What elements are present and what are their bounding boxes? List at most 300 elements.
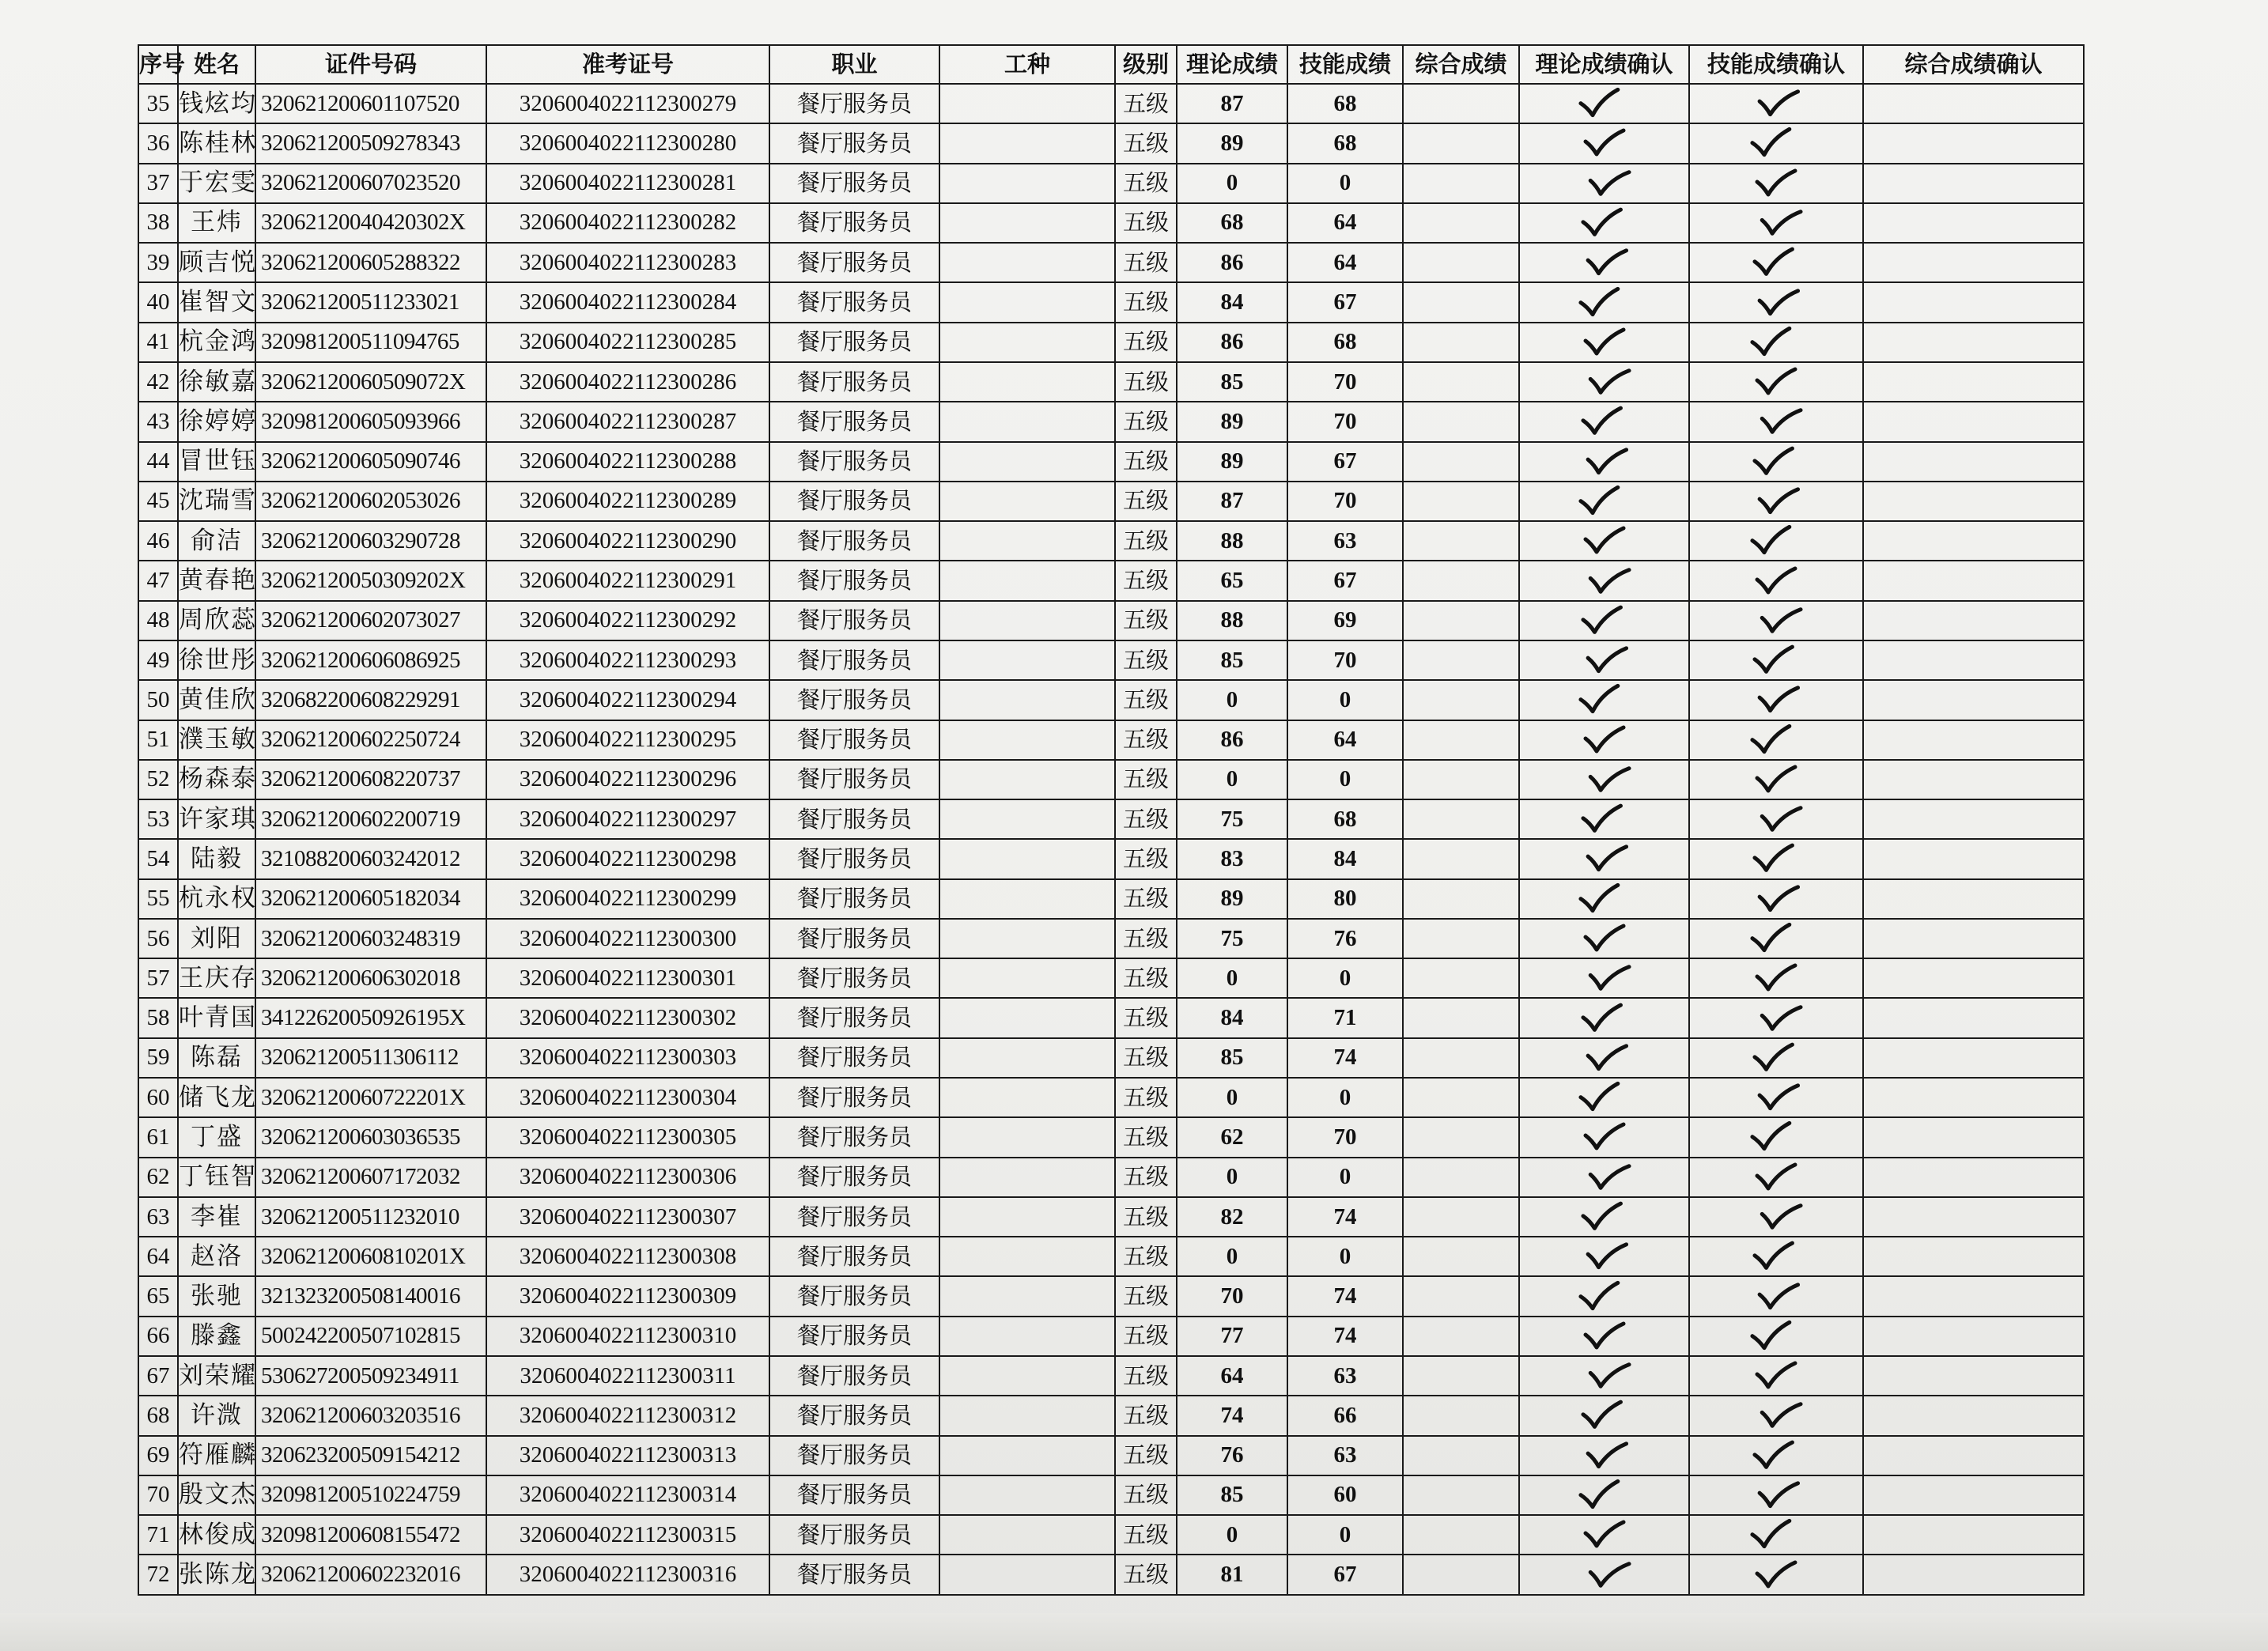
row-name: 刘阳 [178,919,255,958]
row-level: 五级 [1115,1475,1177,1515]
row-seq: 40 [138,282,178,322]
row-work-type [939,442,1115,482]
row-theory-confirm [1519,1356,1689,1396]
row-name: 杭金鸿 [178,323,255,362]
table-row [138,919,2084,958]
row-id-number: 320621200603290728 [255,521,486,561]
row-skill-score: 63 [1287,1356,1403,1396]
row-total-score [1403,1197,1519,1237]
row-theory-score: 89 [1177,402,1287,441]
check-mark-icon [1586,1358,1632,1393]
check-mark-icon [1579,803,1624,836]
row-skill-confirm [1689,799,1863,839]
score-table [138,44,2085,1596]
check-mark-icon [1748,1120,1795,1155]
row-seq: 60 [138,1078,178,1117]
row-occupation: 餐厅服务员 [769,1396,939,1435]
row-skill-score: 68 [1287,323,1403,362]
row-exam-number: 3206004022112300298 [486,839,769,878]
row-level: 五级 [1115,561,1177,600]
table-row [138,879,2084,919]
row-level: 五级 [1115,1038,1177,1078]
row-seq: 63 [138,1197,178,1237]
row-seq: 41 [138,323,178,362]
row-level: 五级 [1115,680,1177,720]
row-theory-confirm [1519,1475,1689,1515]
row-id-number: 320981200511094765 [255,323,486,362]
row-total-confirm [1863,561,2084,600]
row-total-confirm [1863,323,2084,362]
row-exam-number: 3206004022112300285 [486,323,769,362]
row-total-confirm [1863,799,2084,839]
row-total-confirm [1863,1515,2084,1555]
row-theory-confirm [1519,680,1689,720]
row-total-score [1403,1475,1519,1515]
row-theory-confirm [1519,799,1689,839]
row-name: 赵洛 [178,1237,255,1276]
row-name: 丁钰智 [178,1158,255,1197]
table-row [138,1475,2084,1515]
row-total-confirm [1863,958,2084,998]
row-level: 五级 [1115,1117,1177,1157]
table-row [138,1356,2084,1396]
row-name: 崔智文 [178,282,255,322]
row-occupation: 餐厅服务员 [769,1356,939,1396]
row-occupation: 餐厅服务员 [769,123,939,163]
row-exam-number: 3206004022112300312 [486,1396,769,1435]
check-mark-icon [1582,724,1627,756]
row-name: 黄春艳 [178,561,255,600]
row-skill-confirm [1689,720,1863,760]
table-row [138,203,2084,243]
row-theory-score: 85 [1177,1038,1287,1078]
row-total-confirm [1863,720,2084,760]
col-header-level: 级别 [1115,45,1177,84]
row-skill-score: 60 [1287,1475,1403,1515]
row-id-number: 320623200509154212 [255,1436,486,1475]
row-total-score [1403,1158,1519,1197]
row-theory-confirm [1519,164,1689,203]
check-mark-icon [1579,1002,1624,1035]
row-name: 殷文杰 [178,1475,255,1515]
paper-edge [0,1613,2268,1651]
row-theory-score: 0 [1177,1515,1287,1555]
row-name: 王庆存 [178,958,255,998]
row-theory-confirm [1519,203,1689,243]
row-skill-score: 0 [1287,164,1403,203]
row-work-type [939,1515,1115,1555]
row-exam-number: 3206004022112300284 [486,282,769,322]
col-header-occupation: 职业 [769,45,939,84]
row-occupation: 餐厅服务员 [769,84,939,123]
row-name: 于宏雯 [178,164,255,203]
col-header-total-score: 综合成绩 [1403,45,1519,84]
row-skill-confirm [1689,521,1863,561]
row-seq: 37 [138,164,178,203]
row-id-number: 320621200602200719 [255,799,486,839]
table-row [138,760,2084,799]
row-work-type [939,1396,1115,1435]
row-skill-score: 74 [1287,1197,1403,1237]
row-work-type [939,362,1115,402]
col-header-id-number: 证件号码 [255,45,486,84]
col-header-theory-score: 理论成绩 [1177,45,1287,84]
table-row [138,362,2084,402]
row-theory-confirm [1519,1237,1689,1276]
table-row [138,442,2084,482]
row-skill-score: 64 [1287,203,1403,243]
row-total-confirm [1863,839,2084,878]
row-skill-score: 70 [1287,1117,1403,1157]
table-row [138,1078,2084,1117]
row-level: 五级 [1115,1276,1177,1316]
row-total-confirm [1863,362,2084,402]
row-total-score [1403,1317,1519,1356]
row-level: 五级 [1115,839,1177,878]
row-skill-score: 71 [1287,998,1403,1037]
row-id-number: 320981200510224759 [255,1475,486,1515]
row-name: 陆毅 [178,839,255,878]
row-name: 符雁麟 [178,1436,255,1475]
row-id-number: 32062120060722201X [255,1078,486,1117]
row-exam-number: 3206004022112300316 [486,1555,769,1595]
row-name: 徐敏嘉 [178,362,255,402]
row-total-score [1403,680,1519,720]
row-theory-confirm [1519,1276,1689,1316]
row-exam-number: 3206004022112300304 [486,1078,769,1117]
row-exam-number: 3206004022112300299 [486,879,769,919]
row-theory-confirm [1519,1555,1689,1595]
table-row [138,1038,2084,1078]
row-level: 五级 [1115,1158,1177,1197]
row-total-confirm [1863,482,2084,521]
row-skill-score: 84 [1287,839,1403,878]
row-skill-score: 68 [1287,799,1403,839]
row-level: 五级 [1115,1436,1177,1475]
row-total-score [1403,839,1519,878]
row-id-number: 320621200602232016 [255,1555,486,1595]
check-mark-icon [1584,246,1629,279]
row-exam-number: 3206004022112300309 [486,1276,769,1316]
table-row [138,799,2084,839]
row-theory-score: 88 [1177,521,1287,561]
row-theory-score: 85 [1177,362,1287,402]
row-level: 五级 [1115,958,1177,998]
row-total-score [1403,323,1519,362]
row-total-confirm [1863,1276,2084,1316]
row-theory-score: 77 [1177,1317,1287,1356]
row-theory-score: 0 [1177,1237,1287,1276]
row-seq: 39 [138,243,178,282]
row-name: 张陈龙 [178,1555,255,1595]
row-occupation: 餐厅服务员 [769,839,939,878]
row-total-confirm [1863,123,2084,163]
row-skill-confirm [1689,1436,1863,1475]
row-seq: 36 [138,123,178,163]
row-work-type [939,720,1115,760]
row-exam-number: 3206004022112300294 [486,680,769,720]
row-id-number: 321088200603242012 [255,839,486,878]
check-mark-icon [1586,961,1632,996]
row-level: 五级 [1115,799,1177,839]
row-total-confirm [1863,640,2084,680]
row-total-score [1403,203,1519,243]
row-work-type [939,164,1115,203]
row-theory-confirm [1519,282,1689,322]
row-occupation: 餐厅服务员 [769,1237,939,1276]
table-row [138,601,2084,640]
row-total-score [1403,879,1519,919]
row-seq: 52 [138,760,178,799]
row-total-score [1403,799,1519,839]
row-seq: 35 [138,84,178,123]
table-row [138,402,2084,441]
row-theory-confirm [1519,442,1689,482]
row-skill-score: 69 [1287,601,1403,640]
row-seq: 49 [138,640,178,680]
row-work-type [939,1475,1115,1515]
row-theory-score: 84 [1177,998,1287,1037]
row-level: 五级 [1115,282,1177,322]
row-seq: 70 [138,1475,178,1515]
row-level: 五级 [1115,323,1177,362]
check-mark-icon [1579,604,1624,637]
check-mark-icon [1748,127,1795,161]
row-seq: 69 [138,1436,178,1475]
row-theory-confirm [1519,482,1689,521]
row-seq: 58 [138,998,178,1037]
table-row [138,1237,2084,1276]
check-mark-icon [1751,843,1796,876]
row-level: 五级 [1115,243,1177,282]
row-theory-confirm [1519,839,1689,878]
row-work-type [939,243,1115,282]
row-level: 五级 [1115,402,1177,441]
row-total-confirm [1863,84,2084,123]
row-theory-confirm [1519,123,1689,163]
row-skill-confirm [1689,1237,1863,1276]
row-skill-score: 67 [1287,282,1403,322]
row-occupation: 餐厅服务员 [769,482,939,521]
row-skill-score: 0 [1287,958,1403,998]
row-seq: 54 [138,839,178,878]
row-theory-score: 62 [1177,1117,1287,1157]
check-mark-icon [1756,1081,1801,1114]
row-level: 五级 [1115,442,1177,482]
row-skill-score: 70 [1287,640,1403,680]
row-theory-confirm [1519,601,1689,640]
row-total-score [1403,1038,1519,1078]
row-skill-confirm [1689,123,1863,163]
row-theory-score: 76 [1177,1436,1287,1475]
row-name: 王炜 [178,203,255,243]
row-total-score [1403,482,1519,521]
check-mark-icon [1756,87,1801,120]
row-total-score [1403,521,1519,561]
row-id-number: 320621200605288322 [255,243,486,282]
row-occupation: 餐厅服务员 [769,1475,939,1515]
row-total-score [1403,1356,1519,1396]
col-header-work-type: 工种 [939,45,1115,84]
row-occupation: 餐厅服务员 [769,998,939,1037]
row-occupation: 餐厅服务员 [769,402,939,441]
row-work-type [939,1237,1115,1276]
row-id-number: 320621200602073027 [255,601,486,640]
row-total-confirm [1863,1078,2084,1117]
row-theory-score: 85 [1177,640,1287,680]
row-name: 许溦 [178,1396,255,1435]
row-occupation: 餐厅服务员 [769,1197,939,1237]
row-seq: 64 [138,1237,178,1276]
row-level: 五级 [1115,123,1177,163]
row-theory-confirm [1519,1158,1689,1197]
row-occupation: 餐厅服务员 [769,203,939,243]
row-id-number: 320621200603248319 [255,919,486,958]
table-row [138,1515,2084,1555]
row-seq: 72 [138,1555,178,1595]
row-level: 五级 [1115,1555,1177,1595]
row-id-number: 32062120060509072X [255,362,486,402]
check-mark-icon [1579,405,1624,438]
row-occupation: 餐厅服务员 [769,1515,939,1555]
row-skill-confirm [1689,998,1863,1037]
row-occupation: 餐厅服务员 [769,1436,939,1475]
row-id-number: 320621200511306112 [255,1038,486,1078]
row-theory-confirm [1519,1436,1689,1475]
row-name: 储飞龙 [178,1078,255,1117]
row-total-score [1403,1117,1519,1157]
row-skill-score: 0 [1287,1158,1403,1197]
row-id-number: 530627200509234911 [255,1356,486,1396]
row-occupation: 餐厅服务员 [769,1555,939,1595]
check-mark-icon [1756,485,1801,518]
row-name: 顾吉悦 [178,243,255,282]
row-skill-score: 0 [1287,1237,1403,1276]
row-exam-number: 3206004022112300314 [486,1475,769,1515]
row-skill-score: 68 [1287,123,1403,163]
check-mark-icon [1586,1160,1632,1195]
row-name: 徐世彤 [178,640,255,680]
check-mark-icon [1751,1041,1796,1075]
row-theory-score: 75 [1177,919,1287,958]
row-total-score [1403,164,1519,203]
check-mark-icon [1576,682,1623,717]
row-skill-confirm [1689,362,1863,402]
check-mark-icon [1754,962,1798,994]
row-skill-score: 67 [1287,561,1403,600]
row-total-confirm [1863,1396,2084,1435]
col-header-theory-confirm: 理论成绩确认 [1519,45,1689,84]
table-row [138,123,2084,163]
row-theory-confirm [1519,84,1689,123]
row-skill-confirm [1689,561,1863,600]
check-mark-icon [1748,523,1795,558]
row-work-type [939,1555,1115,1595]
header-row [138,45,2084,84]
row-level: 五级 [1115,203,1177,243]
row-level: 五级 [1115,521,1177,561]
score-sheet [138,44,2083,1596]
row-seq: 65 [138,1276,178,1316]
row-level: 五级 [1115,482,1177,521]
row-name: 丁盛 [178,1117,255,1157]
table-row [138,680,2084,720]
row-work-type [939,839,1115,878]
row-occupation: 餐厅服务员 [769,1117,939,1157]
row-skill-confirm [1689,640,1863,680]
row-total-score [1403,640,1519,680]
row-seq: 71 [138,1515,178,1555]
row-work-type [939,482,1115,521]
row-total-confirm [1863,1436,2084,1475]
row-total-score [1403,1237,1519,1276]
row-id-number: 320621200605182034 [255,879,486,919]
row-exam-number: 3206004022112300290 [486,521,769,561]
row-exam-number: 3206004022112300311 [486,1356,769,1396]
row-total-score [1403,123,1519,163]
row-exam-number: 3206004022112300293 [486,640,769,680]
row-exam-number: 3206004022112300306 [486,1158,769,1197]
row-total-confirm [1863,1555,2084,1595]
row-theory-confirm [1519,760,1689,799]
table-row [138,1197,2084,1237]
row-id-number: 32062120060810201X [255,1237,486,1276]
row-id-number: 320621200606086925 [255,640,486,680]
check-mark-icon [1576,1080,1623,1115]
row-work-type [939,760,1115,799]
row-exam-number: 3206004022112300289 [486,482,769,521]
row-name: 刘荣耀 [178,1356,255,1396]
table-row [138,243,2084,282]
row-skill-confirm [1689,1515,1863,1555]
row-work-type [939,282,1115,322]
row-skill-score: 80 [1287,879,1403,919]
table-row [138,561,2084,600]
row-seq: 48 [138,601,178,640]
row-work-type [939,1317,1115,1356]
check-mark-icon [1579,1399,1624,1432]
row-occupation: 餐厅服务员 [769,561,939,600]
row-id-number: 32062120040420302X [255,203,486,243]
check-mark-icon [1754,1559,1798,1591]
row-level: 五级 [1115,362,1177,402]
row-total-confirm [1863,282,2084,322]
row-skill-score: 63 [1287,521,1403,561]
row-theory-confirm [1519,720,1689,760]
row-theory-confirm [1519,1515,1689,1555]
check-mark-icon [1586,762,1632,797]
row-work-type [939,919,1115,958]
row-level: 五级 [1115,919,1177,958]
row-total-score [1403,1276,1519,1316]
row-work-type [939,1436,1115,1475]
check-mark-icon [1756,882,1801,916]
check-mark-icon [1754,168,1798,199]
row-skill-confirm [1689,402,1863,441]
row-skill-confirm [1689,1158,1863,1197]
col-header-skill-confirm: 技能成绩确认 [1689,45,1863,84]
row-skill-confirm [1689,1396,1863,1435]
check-mark-icon [1748,921,1795,956]
row-occupation: 餐厅服务员 [769,958,939,998]
row-skill-confirm [1689,282,1863,322]
row-exam-number: 3206004022112300301 [486,958,769,998]
row-skill-confirm [1689,839,1863,878]
check-mark-icon [1758,206,1805,240]
check-mark-icon [1576,882,1623,916]
table-row [138,998,2084,1037]
row-theory-score: 86 [1177,323,1287,362]
